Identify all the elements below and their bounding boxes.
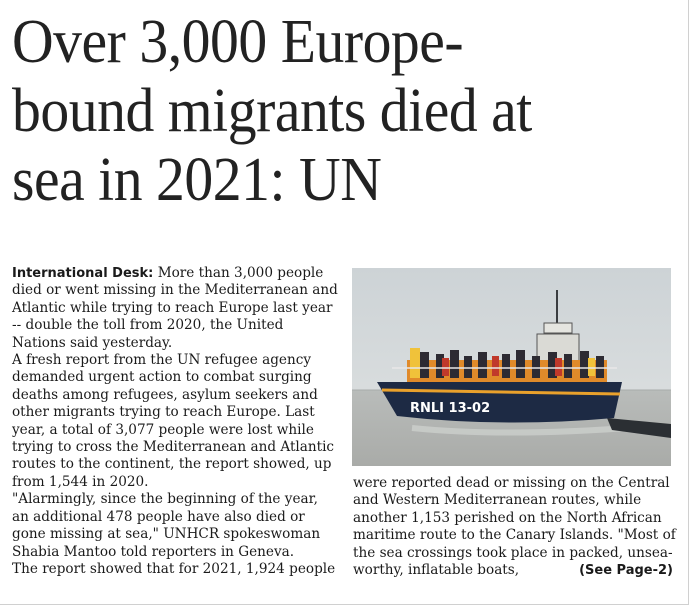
- dateline: International Desk:: [12, 266, 154, 281]
- article-line: International Desk: More than 3,000 people: [12, 265, 324, 281]
- article-line: deaths among refugees, asylum seekers and: [12, 386, 318, 403]
- see-page-link: (See Page-2): [579, 563, 673, 579]
- article-line: another 1,153 perished on the North African: [353, 509, 662, 526]
- headline-line-2: bound migrants died at: [12, 77, 532, 145]
- article-line: The report showed that for 2021, 1,924 people: [12, 560, 336, 577]
- article-line: -- double the toll from 2020, the United: [12, 317, 284, 334]
- article-line: Atlantic while trying to reach Europe last year: [12, 299, 333, 316]
- article-line: demanded urgent action to combat surging: [12, 369, 312, 386]
- article-column-right: [353, 475, 683, 579]
- article-line: other migrants trying to reach Europe. Last: [12, 404, 315, 421]
- headline: [12, 8, 635, 215]
- article-line: "Alarmingly, since the beginning of the year,: [12, 491, 318, 508]
- lifeboat-photo: [352, 268, 671, 466]
- article-line: were reported dead or missing on the Central: [353, 475, 670, 491]
- article-line: routes to the continent, the report showed, up: [12, 456, 332, 473]
- article-line: and Western Mediterranean routes, while: [353, 492, 642, 509]
- article-line: maritime route to the Canary Islands. "Most of: [353, 527, 676, 544]
- headline-line-3: sea in 2021: UN: [12, 146, 382, 214]
- article-line: from 1,544 in 2020.: [12, 473, 149, 490]
- article-line: died or went missing in the Mediterranean and: [12, 282, 338, 299]
- article-line: year, a total of 3,077 people were lost while: [12, 421, 314, 438]
- article-column-left: [12, 265, 347, 578]
- article-line: the sea crossings took place in packed, unsea-: [353, 544, 673, 561]
- article-line: gone missing at sea," UNHCR spokeswoman: [12, 526, 321, 543]
- article-line: an additional 478 people have also died or: [12, 508, 305, 525]
- article-line: Shabia Mantoo told reporters in Geneva.: [12, 543, 295, 560]
- article-line: A fresh report from the UN refugee agency: [12, 352, 311, 369]
- article-line: trying to cross the Mediterranean and Atlantic: [12, 439, 335, 456]
- article-line: worthy, inflatable boats, (See Page-2): [353, 562, 673, 579]
- article-line: Nations said yesterday.: [12, 334, 173, 351]
- boat-marking: RNLI 13-02: [410, 401, 491, 416]
- headline-line-1: Over 3,000 Europe-: [12, 8, 464, 76]
